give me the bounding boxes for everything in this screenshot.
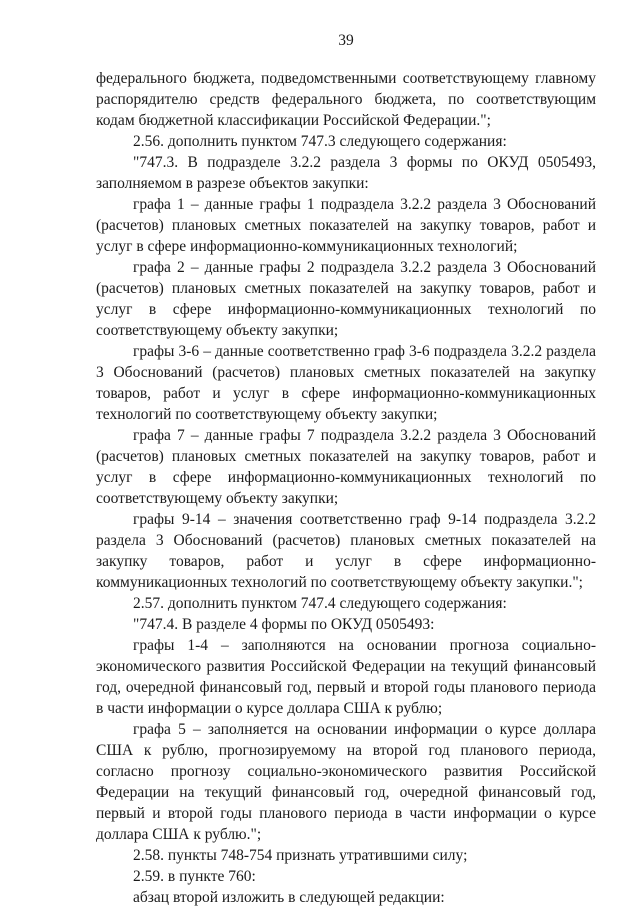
paragraph: графы 9-14 – значения соответственно граф 9-14 подраздела 3.2.2 раздела 3 Обоснований (расчетов) плановых сметных показателей на закупку товаров, работ и услуг в сфере информационно-коммуникационных технологий по соответствующему объекту закупки."; [96,511,596,591]
paragraph: абзац второй изложить в следующей редакции: [133,889,445,906]
paragraph: графы 3-6 – данные соответственно граф 3-6 подраздела 3.2.2 раздела 3 Обоснований (расчетов) плановых сметных показателей на закупку товаров, работ и услуг в сфере информационно-коммуникационных технологий по соответствующему объекту закупки; [96,343,596,423]
paragraph: "747.3. В подразделе 3.2.2 раздела 3 формы по ОКУД 0505493, заполняемом в разрезе объектов закупки: [96,154,596,192]
paragraph: 2.56. дополнить пунктом 747.3 следующего содержания: [133,133,507,150]
paragraph: графа 2 – данные графы 2 подраздела 3.2.2 раздела 3 Обоснований (расчетов) плановых сметных показателей на закупку товаров, работ и услуг в сфере информационно-коммуникационных технологий по соответствующему объекту закупки; [96,259,596,339]
paragraph: федерального бюджета, подведомственными соответствующему главному распорядителю средств федерального бюджета, по соответствующим кодам бюджетной классификации Российской Федерации."; [96,70,596,129]
paragraph: 2.57. дополнить пунктом 747.4 следующего содержания: [133,595,507,612]
paragraph: графа 7 – данные графы 7 подраздела 3.2.2 раздела 3 Обоснований (расчетов) плановых сметных показателей на закупку товаров, работ и услуг в сфере информационно-коммуникационных технологий по соответствующему объекту закупки; [96,427,596,507]
paragraph: 2.58. пункты 748-754 признать утратившими силу; [133,847,468,864]
paragraph: графа 1 – данные графы 1 подраздела 3.2.2 раздела 3 Обоснований (расчетов) плановых сметных показателей на закупку товаров, работ и услуг в сфере информационно-коммуникационных технологий; [96,196,596,255]
document-page [96,30,596,908]
paragraph: 2.59. в пункте 760: [133,868,256,885]
paragraph: "747.4. В разделе 4 формы по ОКУД 0505493: [133,616,435,633]
paragraph: графы 1-4 – заполняются на основании прогноза социально-экономического развития Российской Федерации на текущий финансовый год, очередной финансовый год, первый и второй годы планового периода в части информации о курсе доллара США к рублю; [96,637,596,717]
paragraph: графа 5 – заполняется на основании информации о курсе доллара США к рублю, прогнозируемому на второй год планового периода, согласно прогнозу социально-экономического развития Российской Федерации на текущий финансовый год, очередной финансовый год, первый и второй годы планового периода в части информации о курсе доллара США к рублю."; [96,721,596,843]
page-number: 39 [338,32,354,49]
